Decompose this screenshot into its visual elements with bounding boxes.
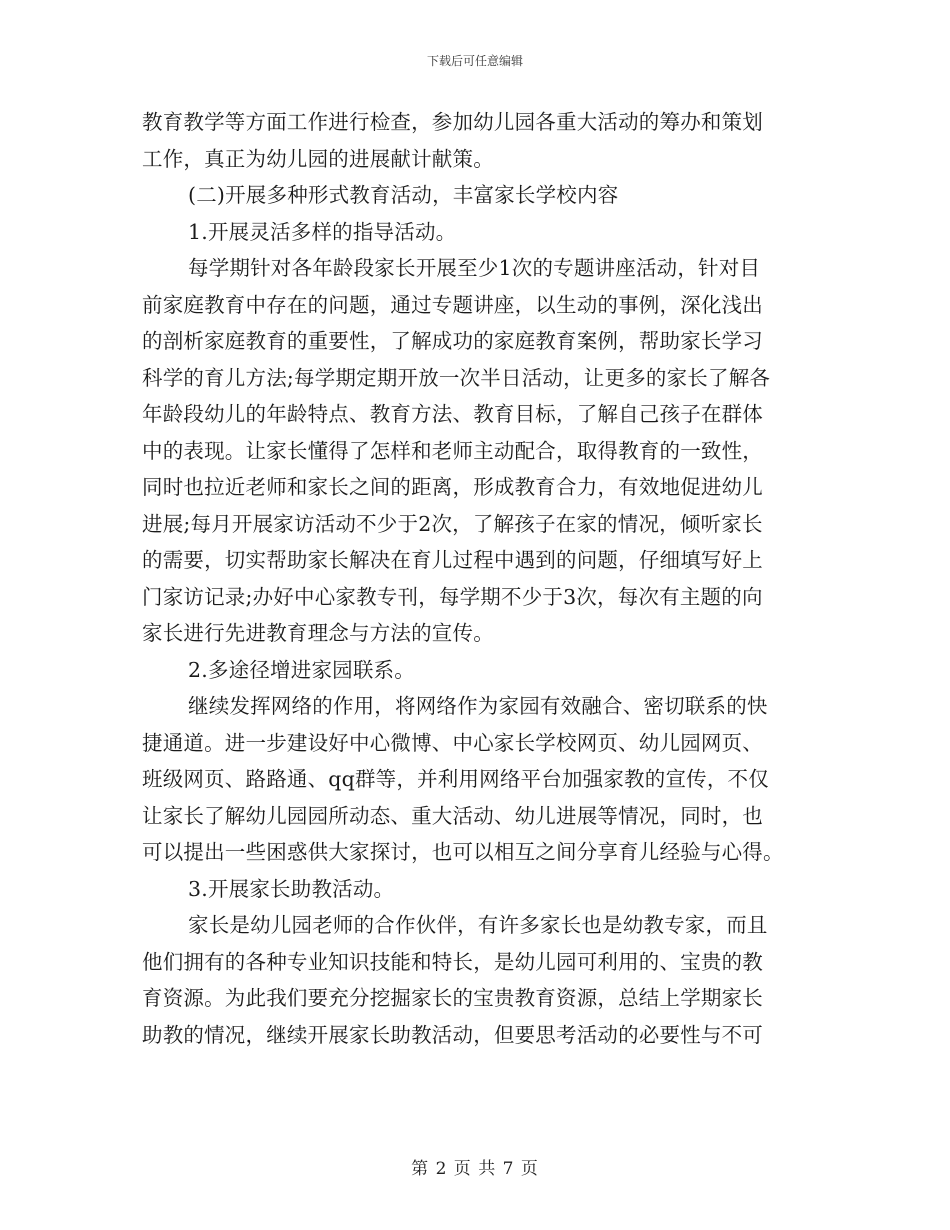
page-header: 下载后可任意编辑 (426, 54, 523, 68)
text-line: 助教的情况，继续开展家长助教活动，但要思考活动的必要性与不可 (142, 1022, 763, 1047)
text-line: 同时也拉近老师和家长之间的距离，形成教育合力，有效地促进幼儿 (142, 475, 763, 499)
text-line: 继续发挥网络的作用，将网络作为家园有效融合、密切联系的快 (188, 694, 768, 718)
text-line: 门家访记录;办好中心家教专刊，每学期不少于3次，每次有主题的向 (142, 584, 763, 609)
text-line: 班级网页、路路通、qq群等，并利用网络平台加强家教的宣传，不仅 (142, 767, 769, 791)
text-line: 家长进行先进教育理念与方法的宣传。 (142, 621, 494, 645)
text-line: 家长是幼儿园老师的合作伙伴，有许多家长也是幼教专家，而且 (188, 913, 768, 937)
text-line: 教育教学等方面工作进行检查，参加幼儿园各重大活动的筹办和策划 (142, 110, 763, 134)
text-line: 育资源。为此我们要充分挖掘家长的宝贵教育资源，总结上学期家长 (142, 986, 763, 1010)
text-line: 捷通道。进一步建设好中心微博、中心家长学校网页、幼儿园网页、 (142, 730, 763, 755)
text-line: 工作，真正为幼儿园的进展献计献策。 (142, 146, 494, 171)
text-line: 年龄段幼儿的年龄特点、教育方法、教育目标，了解自己孩子在群体 (142, 402, 763, 426)
text-line: 科学的育儿方法;每学期定期开放一次半日活动，让更多的家长了解各 (142, 365, 771, 390)
text-line: 进展;每月开展家访活动不少于2次，了解孩子在家的情况，倾听家长 (142, 511, 763, 536)
text-line: 前家庭教育中存在的问题，通过专题讲座，以生动的事例，深化浅出 (142, 292, 763, 317)
text-line: 他们拥有的各种专业知识技能和特长，是幼儿园可利用的、宝贵的教 (142, 949, 763, 974)
document-body (142, 104, 810, 1053)
text-line: 中的表现。让家长懂得了怎样和老师主动配合，取得教育的一致性， (142, 438, 763, 463)
text-line: 的需要，切实帮助家长解决在育儿过程中遇到的问题，仔细填写好上 (142, 548, 763, 572)
text-line: 2.多途径增进家园联系。 (188, 657, 415, 682)
page-footer: 第 2 页 共 7 页 (411, 1159, 539, 1179)
text-line: 让家长了解幼儿园园所动态、重大活动、幼儿进展等情况，同时，也 (142, 803, 763, 828)
text-line: 3.开展家长助教活动。 (188, 876, 395, 901)
text-line: 每学期针对各年龄段家长开展至少1次的专题讲座活动，针对目 (188, 256, 761, 280)
text-line: 的剖析家庭教育的重要性，了解成功的家庭教育案例，帮助家长学习 (142, 329, 763, 353)
text-line: 1.开展灵活多样的指导活动。 (188, 219, 457, 244)
text-line: 可以提出一些困惑供大家探讨，也可以相互之间分享育儿经验与心得。 (142, 840, 784, 864)
text-line: (二)开展多种形式教育活动，丰富家长学校内容 (188, 183, 619, 207)
